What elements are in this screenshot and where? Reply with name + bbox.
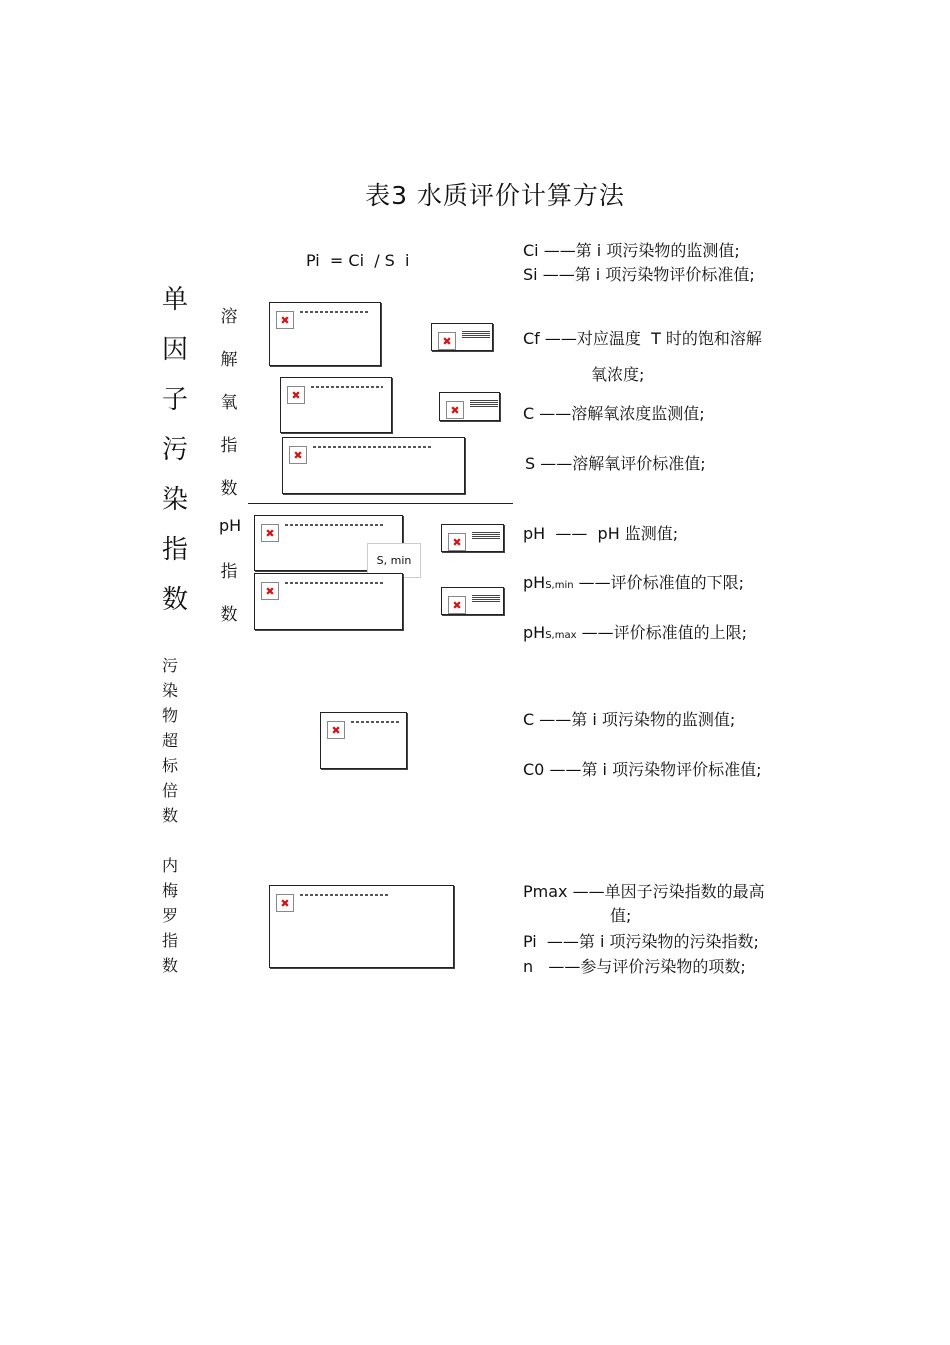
definition-symbol: pH bbox=[523, 623, 546, 642]
label-char: 指 bbox=[220, 436, 238, 456]
formula-image-ph-2 bbox=[254, 573, 403, 630]
definition-text: 氧浓度; bbox=[591, 365, 645, 384]
method-ph-label: pH bbox=[219, 516, 242, 535]
broken-image-icon bbox=[287, 386, 305, 404]
broken-image-icon bbox=[289, 446, 307, 464]
definition-symbol: Ci bbox=[523, 241, 539, 260]
label-char: 染 bbox=[161, 681, 178, 700]
label-char: 污 bbox=[161, 435, 188, 465]
definition-text: ——溶解氧浓度监测值; bbox=[534, 404, 705, 423]
definition-row bbox=[523, 707, 735, 730]
formula-single-factor: Pi = Ci / S i bbox=[306, 251, 410, 270]
label-char: 氧 bbox=[220, 393, 238, 413]
label-char: 指 bbox=[161, 535, 188, 565]
definition-symbol: C0 bbox=[523, 760, 545, 779]
label-char: 数 bbox=[161, 806, 178, 825]
formula-image-exceed bbox=[320, 712, 407, 769]
definition-text: ——评价标准值的下限; bbox=[573, 573, 745, 592]
formula-image-do-3 bbox=[282, 437, 465, 494]
definition-text: ——第 i 项污染物的污染指数; bbox=[536, 932, 759, 951]
table-title: 表3 水质评价计算方法 bbox=[365, 181, 625, 210]
formula-image-do-1 bbox=[269, 302, 381, 366]
method-exceed-multiple bbox=[156, 653, 184, 828]
definition-row bbox=[610, 903, 631, 926]
method-ph-index bbox=[212, 551, 246, 637]
method-do-index bbox=[212, 296, 246, 511]
broken-image-icon bbox=[261, 524, 279, 542]
definition-row bbox=[523, 238, 740, 261]
label-char: 解 bbox=[220, 350, 238, 370]
broken-image-icon bbox=[276, 894, 294, 912]
definition-text: —— pH 监测值; bbox=[545, 524, 679, 543]
definition-text: ——溶解氧评价标准值; bbox=[535, 454, 706, 473]
formula-image-ph-cond-1 bbox=[441, 524, 504, 552]
definition-symbol: n bbox=[523, 957, 534, 976]
broken-image-icon bbox=[438, 332, 456, 350]
label-char: 指 bbox=[161, 931, 178, 950]
label-char: 超 bbox=[161, 731, 178, 750]
definition-text: ——单因子污染指数的最高 bbox=[567, 882, 765, 901]
divider bbox=[248, 503, 513, 504]
broken-image-icon bbox=[448, 533, 466, 551]
definition-row bbox=[523, 570, 744, 593]
label-char: 数 bbox=[220, 479, 238, 499]
definition-symbol: Pi bbox=[523, 932, 537, 951]
label-char: 因 bbox=[161, 335, 188, 365]
definition-symbol: C bbox=[523, 404, 535, 423]
definition-text: ——参与评价污染物的项数; bbox=[533, 957, 746, 976]
definition-row bbox=[591, 362, 644, 385]
definition-subscript: S,max bbox=[545, 630, 577, 641]
label-char: 染 bbox=[161, 485, 188, 515]
definition-symbol: Cf bbox=[523, 329, 540, 348]
label-char: 溶 bbox=[220, 307, 238, 327]
definition-row bbox=[523, 521, 678, 544]
formula-image-do-2 bbox=[280, 377, 392, 433]
method-single-factor bbox=[158, 275, 192, 625]
definition-symbol: Pmax bbox=[523, 882, 568, 901]
definition-row bbox=[523, 879, 765, 902]
formula-image-ph-cond-2 bbox=[441, 587, 504, 615]
definition-row bbox=[523, 757, 761, 780]
label-char: 物 bbox=[161, 706, 178, 725]
broken-image-icon bbox=[446, 401, 464, 419]
definition-row bbox=[523, 620, 747, 643]
definition-symbol: Si bbox=[523, 265, 538, 284]
label-char: 指 bbox=[220, 562, 238, 582]
definition-text: ——评价标准值的上限; bbox=[576, 623, 747, 642]
label-char: 内 bbox=[161, 856, 178, 875]
tooltip-s-min: S, min bbox=[367, 543, 421, 578]
formula-image-do-cond-1 bbox=[431, 323, 493, 351]
label-char: 数 bbox=[161, 585, 188, 615]
definition-text: ——第 i 项污染物评价标准值; bbox=[537, 265, 755, 284]
definition-symbol: pH bbox=[523, 524, 546, 543]
definition-text: ——对应温度 T 时的饱和溶解 bbox=[539, 329, 762, 348]
definition-text: 值; bbox=[610, 906, 632, 925]
label-char: 污 bbox=[161, 656, 178, 675]
label-char: 单 bbox=[161, 285, 188, 315]
definition-row bbox=[523, 262, 755, 285]
method-nemerow-index bbox=[156, 853, 184, 978]
broken-image-icon bbox=[276, 311, 294, 329]
definition-row bbox=[523, 326, 762, 349]
definition-row bbox=[523, 954, 746, 977]
label-char: 标 bbox=[161, 756, 178, 775]
formula-image-do-cond-2 bbox=[439, 392, 500, 421]
label-char: 梅 bbox=[161, 881, 178, 900]
label-char: 子 bbox=[161, 385, 188, 415]
definition-row bbox=[523, 401, 705, 424]
label-char: 罗 bbox=[161, 906, 178, 925]
definition-symbol: S bbox=[525, 454, 536, 473]
label-char: 数 bbox=[220, 605, 238, 625]
broken-image-icon bbox=[261, 582, 279, 600]
definition-row bbox=[523, 929, 759, 952]
definition-row bbox=[525, 451, 706, 474]
formula-image-nemerow bbox=[269, 885, 454, 968]
definition-symbol: C bbox=[523, 710, 535, 729]
label-char: 倍 bbox=[161, 781, 178, 800]
broken-image-icon bbox=[448, 596, 466, 614]
definition-symbol: pH bbox=[523, 573, 546, 592]
broken-image-icon bbox=[327, 721, 345, 739]
definition-text: ——第 i 项污染物的监测值; bbox=[538, 241, 740, 260]
label-char: 数 bbox=[161, 956, 178, 975]
definition-text: ——第 i 项污染物评价标准值; bbox=[544, 760, 762, 779]
definition-text: ——第 i 项污染物的监测值; bbox=[534, 710, 736, 729]
definition-subscript: S,min bbox=[545, 580, 574, 591]
